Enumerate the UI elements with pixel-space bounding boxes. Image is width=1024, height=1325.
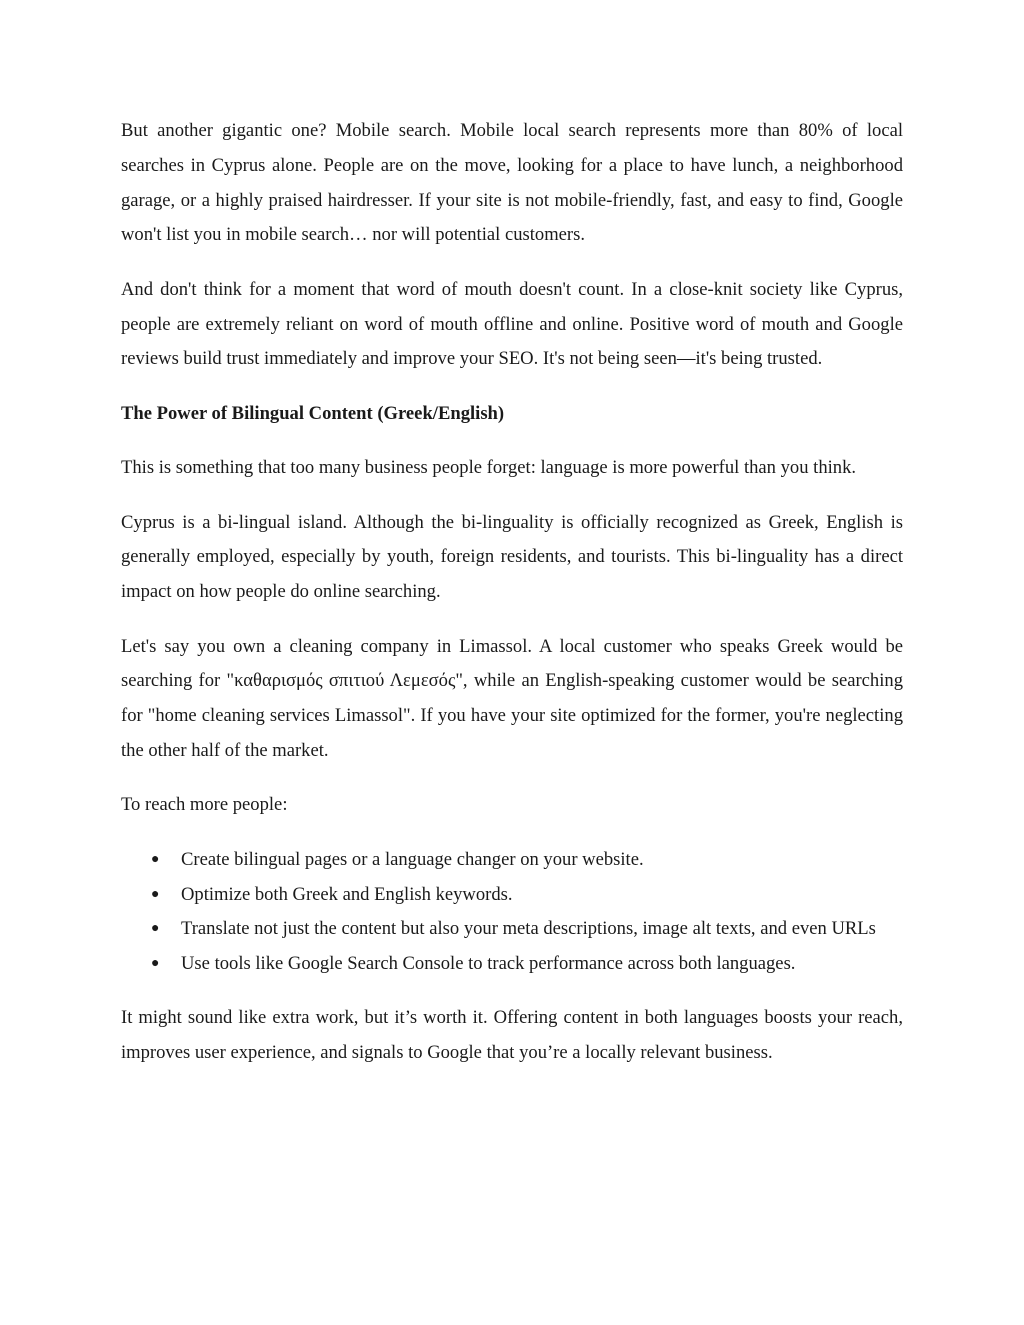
paragraph-reach-intro: To reach more people: (121, 794, 288, 816)
list-item (121, 947, 903, 982)
bullet-icon: ● (151, 851, 160, 867)
list-item-text: Optimize both Greek and English keywords. (181, 883, 513, 905)
list-item-text: Translate not just the content but also your meta descriptions, image alt texts, and even URLs (181, 918, 876, 940)
paragraph-cleaning-example: Let's say you own a cleaning company in Limassol. A local customer who speaks Greek would be searching for "καθαρισμός σπιτιού Λεμεσός", while an English-speaking customer would be searching for "home cleaning services Limassol". If you have your site optimized for the former, you're neglecting the other half of the market. (121, 635, 903, 761)
list-item (121, 878, 903, 913)
bullet-icon: ● (151, 956, 160, 972)
bullet-list (121, 843, 903, 982)
paragraph-language-power: This is something that too many business people forget: language is more powerful than you think. (121, 457, 857, 479)
list-item-text: Create bilingual pages or a language changer on your website. (181, 848, 644, 870)
section-heading: The Power of Bilingual Content (Greek/English) (121, 402, 505, 424)
bullet-icon: ● (151, 886, 160, 902)
paragraph-conclusion: It might sound like extra work, but it’s worth it. Offering content in both languages boosts your reach, improves user experience, and signals to Google that you’re a locally relevant business. (121, 1007, 903, 1064)
paragraph-bilingual-island: Cyprus is a bi-lingual island. Although the bi-linguality is officially recognized as Greek, English is generally employed, especially by youth, foreign residents, and tourists. This bi-linguality has a direct impact on how people do online searching. (121, 511, 903, 603)
document-page (121, 114, 903, 1091)
paragraph-word-of-mouth: And don't think for a moment that word of mouth doesn't count. In a close-knit society like Cyprus, people are extremely reliant on word of mouth offline and online. Positive word of mouth and Google reviews build trust immediately and improve your SEO. It's not being seen—it's being trusted. (121, 278, 903, 370)
paragraph-mobile-search: But another gigantic one? Mobile search. Mobile local search represents more than 80% of local searches in Cyprus alone. People are on the move, looking for a place to have lunch, a neighborhood garage, or a highly praised hairdresser. If your site is not mobile-friendly, fast, and easy to find, Google won't list you in mobile search… nor will potential customers. (121, 120, 903, 246)
list-item-text: Use tools like Google Search Console to track performance across both languages. (181, 953, 796, 975)
bullet-icon: ● (151, 921, 160, 937)
list-item (121, 843, 903, 878)
list-item (121, 912, 903, 947)
